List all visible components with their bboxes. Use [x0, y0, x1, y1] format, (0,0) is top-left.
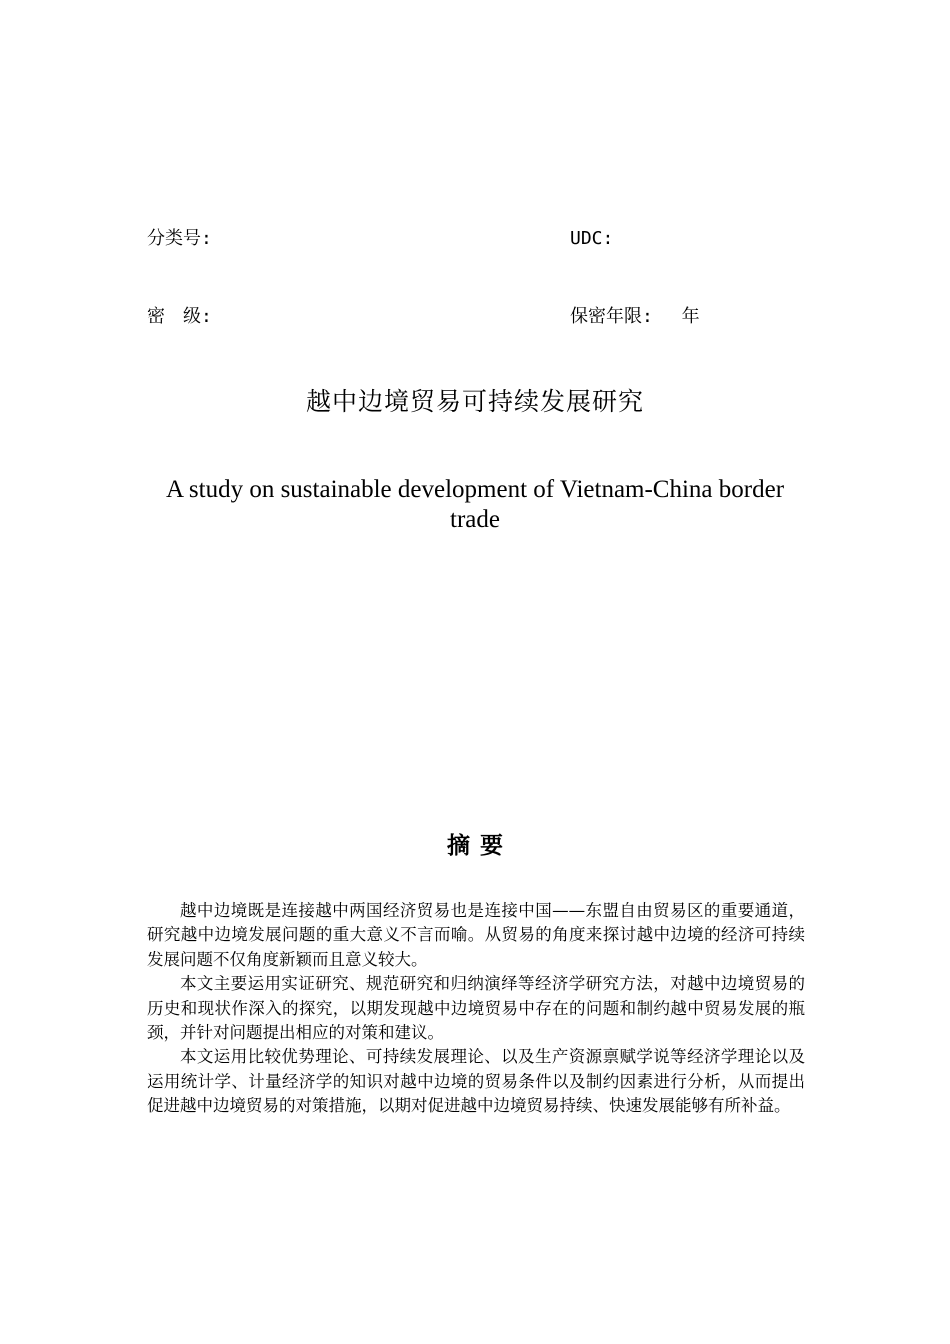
abstract-paragraph: 越中边境既是连接越中两国经济贸易也是连接中国——东盟自由贸易区的重要通道，研究越中边境发展问题的重大意义不言而喻。从贸易的角度来探讨越中边境的经济可持续发展问题不仅角度新颖而且意义较大。	[147, 901, 805, 969]
abstract-paragraph: 本文主要运用实证研究、规范研究和归纳演绎等经济学研究方法，对越中边境贸易的历史和现状作深入的探究，以期发现越中边境贸易中存在的问题和制约越中贸易发展的瓶颈，并针对问题提出相应的对策和建议。	[147, 974, 805, 1043]
header-left	[147, 174, 212, 356]
header-right	[570, 174, 700, 356]
udc-label: UDC:	[570, 228, 614, 249]
classification-label: 分类号:	[147, 228, 212, 249]
title-chinese: 越中边境贸易可持续发展研究	[305, 387, 644, 416]
secrecy-period-label: 保密年限: 年	[570, 306, 700, 327]
secrecy-label: 密 级:	[147, 306, 212, 327]
abstract-body	[147, 899, 805, 1119]
title-english: A study on sustainable development of Vietnam-China border trade	[165, 476, 785, 533]
abstract-heading: 摘要	[447, 833, 513, 859]
abstract-paragraph: 本文运用比较优势理论、可持续发展理论、以及生产资源禀赋学说等经济学理论以及运用统计学、计量经济学的知识对越中边境的贸易条件以及制约因素进行分析，从而提出促进越中边境贸易的对策措施，以期对促进越中边境贸易持续、快速发展能够有所补益。	[147, 1047, 805, 1116]
